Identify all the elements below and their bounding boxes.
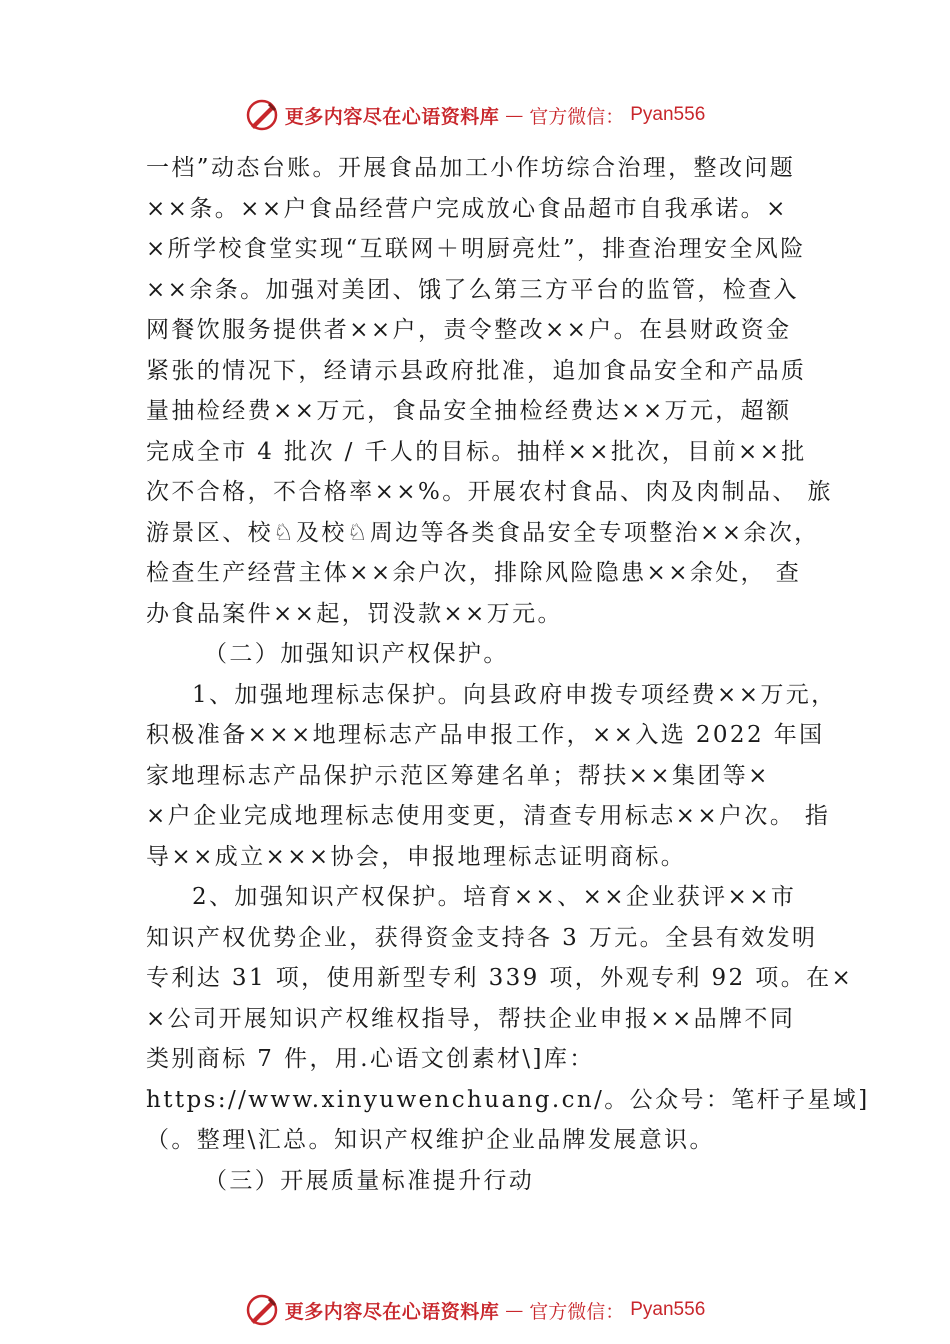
watermark-separator: — bbox=[505, 104, 524, 126]
header-watermark bbox=[0, 95, 950, 135]
watermark-wechat-label: 官方微信： bbox=[529, 1300, 625, 1323]
body-line: 网餐饮服务提供者××户，责令整改××户。在县财政资金 bbox=[146, 317, 792, 343]
brush-logo-icon bbox=[245, 98, 279, 132]
body-line: 次不合格，不合格率××%。开展农村食品、肉及肉制品、 旅 bbox=[146, 479, 833, 505]
item2-line: （。整理\汇总。知识产权维护企业品牌发展意识。 bbox=[146, 1127, 715, 1153]
watermark-wechat-id: Pyan556 bbox=[630, 104, 706, 125]
watermark-main-text: 更多内容尽在心语资料库 bbox=[284, 105, 500, 128]
body-line: 量抽检经费××万元，食品安全抽检经费达××万元，超额 bbox=[146, 398, 792, 424]
footer-watermark bbox=[0, 1290, 950, 1330]
item1-line: 积极准备×××地理标志产品申报工作，××入选 2022 年国 bbox=[146, 722, 825, 748]
body-line: 办食品案件××起，罚没款××万元。 bbox=[146, 600, 563, 627]
item1-line: 家地理标志产品保护示范区筹建名单；帮扶××集团等× bbox=[146, 762, 770, 789]
watermark-separator: — bbox=[505, 1299, 524, 1321]
item2-line: 2、加强知识产权保护。培育××、××企业获评××市 bbox=[192, 884, 797, 910]
document-body bbox=[146, 148, 870, 1201]
body-line: 完成全市 4 批次 / 千人的目标。抽样××批次，目前××批 bbox=[146, 438, 807, 465]
watermark-main-text: 更多内容尽在心语资料库 bbox=[284, 1300, 500, 1323]
body-line: ×所学校食堂实现“互联网＋明厨亮灶”，排查治理安全风险 bbox=[146, 236, 806, 262]
item2-line: 专利达 31 项，使用新型专利 339 项，外观专利 92 项。在× bbox=[146, 965, 854, 991]
body-line: 一档”动态台账。开展食品加工小作坊综合治理，整改问题 bbox=[146, 155, 796, 181]
body-line: 检查生产经营主体××余户次，排除风险隐患××余处， 查 bbox=[146, 560, 802, 586]
body-line: ××条。××户食品经营户完成放心食品超市自我承诺。× bbox=[146, 195, 788, 222]
brush-logo-icon bbox=[245, 1293, 279, 1327]
body-line: ××余条。加强对美团、饿了么第三方平台的监管，检查入 bbox=[146, 276, 799, 303]
item1-line: ×户企业完成地理标志使用变更，清查专用标志××户次。 指 bbox=[146, 803, 831, 829]
item1-line: 1、加强地理标志保护。向县政府申拨专项经费××万元， bbox=[192, 681, 837, 708]
section-heading-2: （二）加强知识产权保护。 bbox=[204, 641, 509, 667]
item2-line: 知识产权优势企业，获得资金支持各 3 万元。全县有效发明 bbox=[146, 924, 818, 951]
body-line: 游景区、校♘及校♘周边等各类食品安全专项整治××余次， bbox=[146, 519, 820, 546]
item1-line: 导××成立×××协会，申报地理标志证明商标。 bbox=[146, 843, 687, 870]
section-heading-3: （三）开展质量标准提升行动 bbox=[204, 1167, 535, 1194]
item2-url-line: https://www.xinyuwenchuang.cn/。公众号：笔杆子星域] bbox=[146, 1086, 870, 1113]
watermark-wechat-id: Pyan556 bbox=[630, 1299, 706, 1320]
item2-line: 类别商标 7 件，用.心语文创素材\]库： bbox=[146, 1046, 595, 1072]
item2-line: ×公司开展知识产权维权指导，帮扶企业申报××品牌不同 bbox=[146, 1005, 796, 1032]
body-line: 紧张的情况下，经请示县政府批准，追加食品安全和产品质 bbox=[146, 357, 807, 384]
watermark-wechat-label: 官方微信： bbox=[529, 105, 625, 128]
